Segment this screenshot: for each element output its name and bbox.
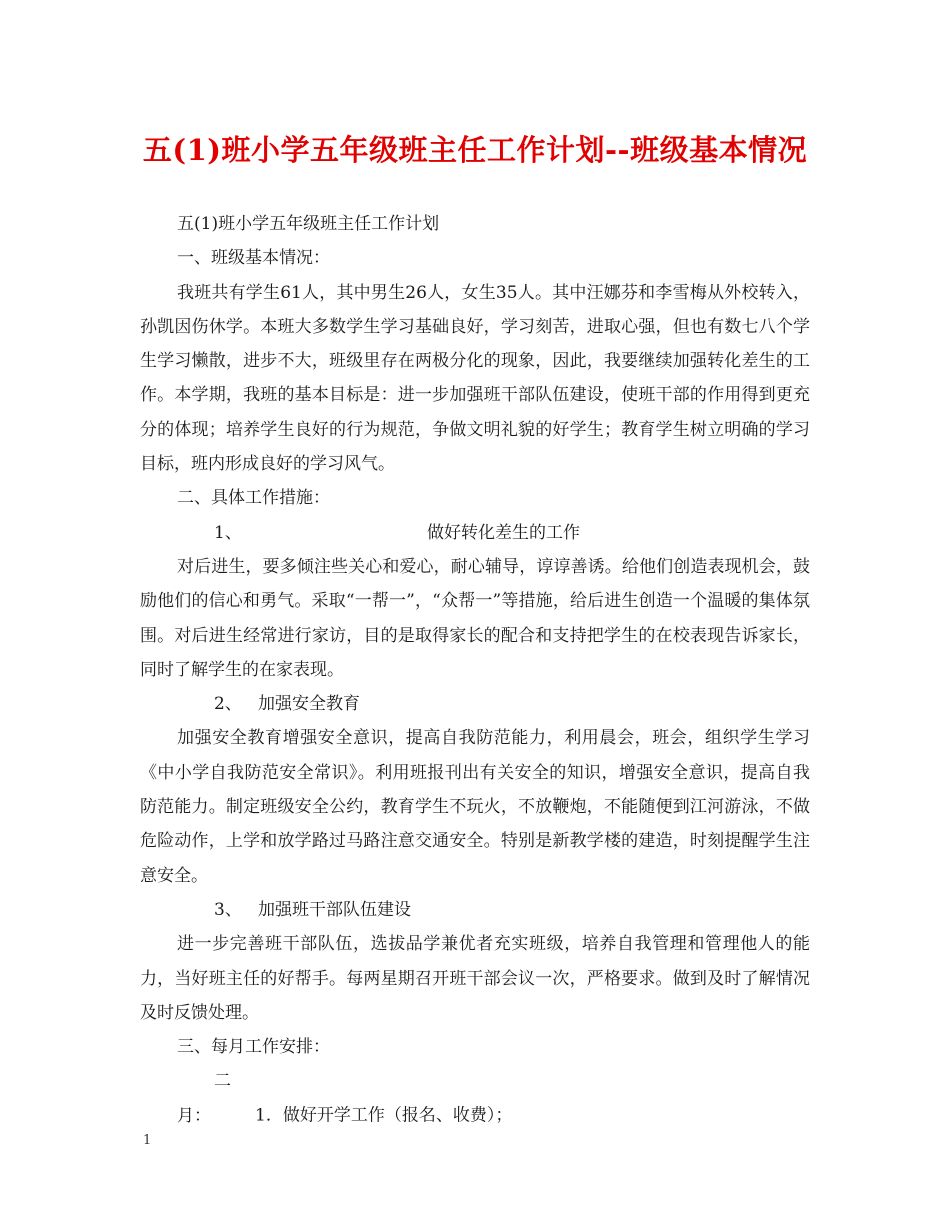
measure-3-number: 3、 (214, 899, 242, 920)
measure-3-heading (140, 893, 810, 927)
measure-1-paragraph: 对后进生，要多倾注些关心和爱心，耐心辅导，谆谆善诱。给他们创造表现机会，鼓励他们的信心和勇气。采取“一帮一”，“众帮一”等措施，给后进生创造一个温暖的集体氛围。对后进生经常进行家访，目的是取得家长的配合和支持把学生的在校表现告诉家长，同时了解学生的在家表现。 (140, 556, 810, 680)
doc-subtitle: 五(1)班小学五年级班主任工作计划 (177, 214, 440, 234)
document-title: 五(1)班小学五年级班主任工作计划--班级基本情况 (142, 133, 808, 167)
section1-heading: 一、班级基本情况： (177, 248, 330, 269)
measure-2-paragraph: 加强安全教育增强安全意识，提高自我防范能力，利用晨会，班会，组织学生学习《中小学自我防范安全常识》。利用班报刊出有关安全的知识，增强安全意识，提高自我防范能力。制定班级安全公约，教育学生不玩火，不放鞭炮，不能随便到江河游泳，不做危险动作，上学和放学路过马路注意交通安全。特别是新教学楼的建造，时刻提醒学生注意安全。 (140, 728, 810, 886)
measure-1-heading (140, 516, 810, 550)
section2-heading: 二、具体工作措施： (177, 488, 330, 509)
measure-3-label: 加强班干部队伍建设 (258, 899, 411, 920)
section1-paragraph: 我班共有学生61人，其中男生26人，女生35人。其中汪娜芬和李雪梅从外校转入，孙凯因伤休学。本班大多数学生学习基础良好，学习刻苦，进取心强，但也有数七八个学生学习懒散，进步不大，班级里存在两极分化的现象，因此，我要继续加强转化差生的工作。本学期，我班的基本目标是：进一步加强班干部队伍建设，使班干部的作用得到更充分的体现；培养学生良好的行为规范，争做文明礼貌的好学生；教育学生树立明确的学习目标，班内形成良好的学习风气。 (140, 282, 810, 475)
month-first-item: 1．做好开学工作（报名、收费）； (255, 1105, 513, 1126)
month-plan-row (140, 1064, 810, 1133)
document-body (140, 207, 810, 1133)
measure-2-heading (140, 687, 810, 721)
measure-3-paragraph: 进一步完善班干部队伍，选拔品学兼优者充实班级，培养自我管理和管理他人的能力，当好班主任的好帮手。每两星期召开班干部会议一次，严格要求。做到及时了解情况及时反馈处理。 (140, 934, 810, 1023)
measure-2-label: 加强安全教育 (258, 694, 360, 715)
measure-1-number: 1、 (214, 522, 242, 543)
page-number: 1 (143, 1133, 152, 1148)
month-label: 二月： (177, 1071, 231, 1126)
measure-1-label: 做好转化差生的工作 (427, 522, 580, 543)
section3-heading: 三、每月工作安排： (177, 1037, 330, 1058)
measure-2-number: 2、 (214, 694, 242, 715)
